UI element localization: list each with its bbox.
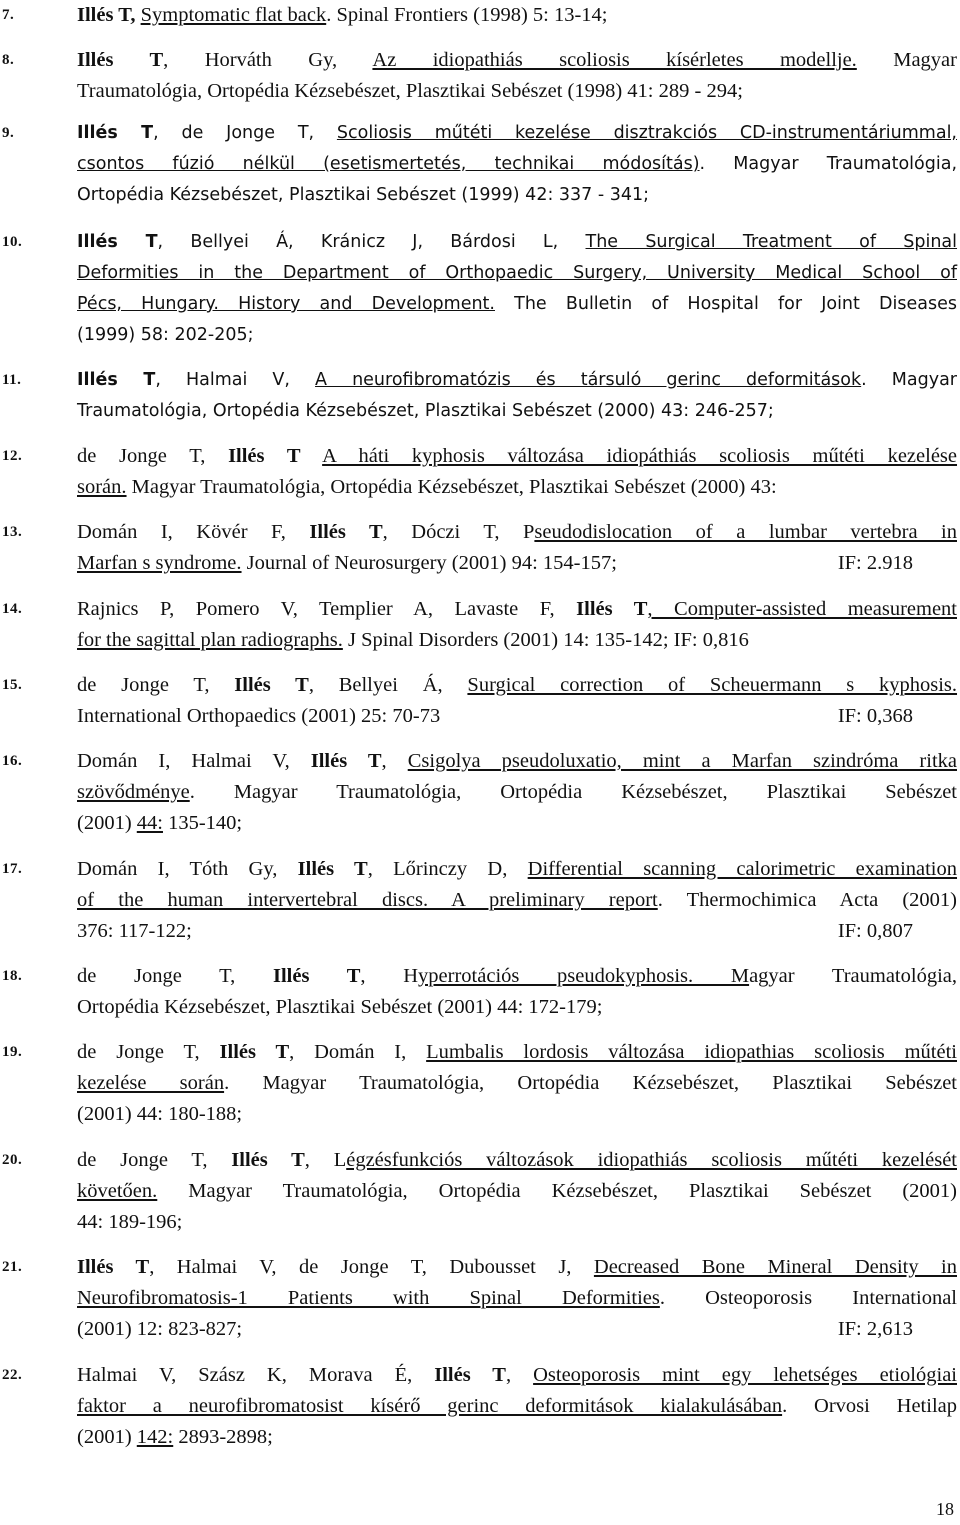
citation: Ortopédia Kézsebészet, Plasztikai Sebészet (1999) 42: 337 - 341; xyxy=(77,185,650,205)
entry-text xyxy=(77,45,957,107)
article-title-cont: csontos fúzió nélkül (esetismertetés, technikai módosítás) xyxy=(77,154,700,174)
reference-entry-12 xyxy=(0,441,960,503)
author-bold: Illés T xyxy=(77,123,154,143)
author-bold: Illés T xyxy=(272,965,361,987)
citation: 376: 117-122; xyxy=(77,920,192,942)
entry-text xyxy=(77,746,957,839)
journal: . Magyar Traumatológia, Ortopédia Kézsebészet, Plasztikai Sebészet xyxy=(189,781,957,803)
article-title-cont: Pécs, Hungary. History and Development. xyxy=(77,294,495,314)
authors: , Dóczi T, P xyxy=(382,521,535,543)
authors: , Domán I, xyxy=(289,1041,427,1063)
entry-number: 10. xyxy=(2,234,23,250)
article-title: Surgical correction of Scheuermann s kyphosis. xyxy=(467,674,958,696)
entry-text xyxy=(77,1252,957,1345)
article-title: The Surgical Treatment of Spinal xyxy=(585,232,958,252)
article-title: Osteoporosis mint egy lehetséges etiológiai xyxy=(533,1364,957,1386)
journal: agyar Traumatológia, xyxy=(749,965,957,987)
entry-number: 20. xyxy=(2,1152,23,1168)
author-bold: Illés T xyxy=(297,858,368,880)
journal: Magyar xyxy=(856,49,957,71)
year: (2001) xyxy=(77,1426,137,1448)
entry-text xyxy=(77,0,957,31)
entry-text xyxy=(77,594,957,656)
authors: , Horváth Gy, xyxy=(163,49,373,71)
entry-text xyxy=(77,1360,957,1453)
impact-factor: IF: 2,613 xyxy=(837,1318,913,1340)
journal: . Orvosi Hetilap xyxy=(782,1395,957,1417)
authors: Domán I, Kövér F, xyxy=(77,521,310,543)
volume: 142: xyxy=(136,1426,174,1448)
entry-number: 15. xyxy=(2,677,23,693)
journal: . Magyar xyxy=(861,370,957,390)
pages: 135-140; xyxy=(162,812,243,834)
authors: de Jonge T, xyxy=(77,445,229,467)
entry-number: 13. xyxy=(2,524,23,540)
article-title: Decreased Bone Mineral Density in xyxy=(593,1256,957,1278)
article-title: seudodislocation of a lumbar vertebra in xyxy=(534,521,957,543)
impact-factor: IF: 2.918 xyxy=(837,552,913,574)
authors: Rajnics P, Pomero V, Templier A, Lavaste F, xyxy=(77,598,577,620)
pages: 2893-2898; xyxy=(173,1426,273,1448)
impact-factor: IF: 0,368 xyxy=(837,705,913,727)
author-bold: Illés T xyxy=(576,598,648,620)
author-bold: Illés T xyxy=(77,1256,150,1278)
article-title: yperrotációs pseudokyphosis. M xyxy=(418,965,750,987)
authors: , Bellyei Á, Kránicz J, Bárdosi L, xyxy=(157,232,586,252)
entry-number: 14. xyxy=(2,601,23,617)
authors: Domán I, Tóth Gy, xyxy=(77,858,298,880)
authors: , de Jonge T, xyxy=(153,123,337,143)
citation: Journal of Neurosurgery (2001) 94: 154-157; xyxy=(241,552,617,574)
citation: Traumatológia, Ortopédia Kézsebészet, Plasztikai Sebészet (1998) 41: 289 - 294; xyxy=(77,80,743,102)
spacer xyxy=(301,445,323,467)
article-title: Lumbalis lordosis változása idiopathias scoliosis műtéti xyxy=(426,1041,957,1063)
article-title-cont: for the sagittal plan radiographs. xyxy=(77,629,343,651)
author-bold: Illés T xyxy=(77,232,158,252)
reference-entry-22 xyxy=(0,1360,960,1453)
article-title: égzésfunkciós változások idiopathiás scoliosis műtéti kezelését xyxy=(346,1149,957,1171)
reference-entry-19 xyxy=(0,1037,960,1130)
authors: de Jonge T, xyxy=(77,1149,232,1171)
reference-entry-8 xyxy=(0,45,960,107)
article-title-cont: faktor a neurofibromatosist kísérő gerinc deformitások kialakulásában xyxy=(77,1395,783,1417)
article-title-cont: Neurofibromatosis-1 Patients with Spinal Deformities xyxy=(77,1287,660,1309)
article-title: Az idiopathiás scoliosis kísérletes modellje. xyxy=(372,49,857,71)
entry-text xyxy=(77,1145,957,1238)
authors: de Jonge T, xyxy=(77,1041,220,1063)
separator: , xyxy=(381,750,408,772)
citation: Ortopédia Kézsebészet, Plasztikai Sebészet (2001) 44: 172-179; xyxy=(77,996,603,1018)
entry-number: 8. xyxy=(2,52,15,68)
authors: , Halmai V, de Jonge T, Dubousset J, xyxy=(149,1256,594,1278)
citation: International Orthopaedics (2001) 25: 70-73 xyxy=(77,705,441,727)
separator: , L xyxy=(304,1149,347,1171)
reference-entry-20 xyxy=(0,1145,960,1238)
entry-text xyxy=(77,961,957,1023)
reference-entry-17 xyxy=(0,854,960,947)
entry-number: 9. xyxy=(2,125,15,141)
author-bold: Illés T xyxy=(228,445,301,467)
entry-text xyxy=(77,118,957,211)
author-bold: Illés T xyxy=(309,521,383,543)
entry-text xyxy=(77,365,957,427)
author-bold: Illés T xyxy=(231,1149,305,1171)
reference-entry-21 xyxy=(0,1252,960,1345)
article-title-cont: követően. xyxy=(77,1180,158,1202)
journal: . Magyar Traumatológia, Ortopédia Kézsebészet, Plasztikai Sebészet xyxy=(224,1072,957,1094)
entry-text xyxy=(77,1037,957,1130)
entry-number: 18. xyxy=(2,968,23,984)
entry-number: 16. xyxy=(2,753,23,769)
author-bold: Illés T xyxy=(77,49,164,71)
entry-text xyxy=(77,854,957,947)
entry-number: 12. xyxy=(2,448,23,464)
article-title-cont: kezelése során xyxy=(77,1072,225,1094)
reference-entry-10 xyxy=(0,227,960,351)
entry-number: 21. xyxy=(2,1259,23,1275)
author-bold: Illés T xyxy=(219,1041,290,1063)
article-title: Csigolya pseudoluxatio, mint a Marfan szindróma ritka xyxy=(407,750,957,772)
reference-entry-18 xyxy=(0,961,960,1023)
year: (2001) xyxy=(77,812,137,834)
citation: Magyar Traumatológia, Ortopédia Kézsebészet, Plasztikai Sebészet (2000) 43: xyxy=(126,476,777,498)
article-title: Symptomatic flat back xyxy=(140,4,327,26)
citation: (2001) 12: 823-827; xyxy=(77,1318,243,1340)
journal: . Magyar Traumatológia, xyxy=(699,154,958,174)
entry-number: 22. xyxy=(2,1367,23,1383)
citation: J Spinal Disorders (2001) 14: 135-142; IF: 0,816 xyxy=(342,629,749,651)
reference-entry-15 xyxy=(0,670,960,732)
author-bold: Illés T, xyxy=(77,4,136,26)
reference-entry-13 xyxy=(0,517,960,579)
article-title-cont: of the human intervertebral discs. A preliminary report xyxy=(77,889,658,911)
article-title: Differential scanning calorimetric examination xyxy=(527,858,958,880)
citation: Traumatológia, Ortopédia Kézsebészet, Plasztikai Sebészet (2000) 43: 246-257; xyxy=(77,401,774,421)
authors: , Halmai V, xyxy=(155,370,316,390)
reference-entry-16 xyxy=(0,746,960,839)
entry-number: 17. xyxy=(2,861,23,877)
reference-entry-9 xyxy=(0,118,960,211)
entry-text xyxy=(77,670,957,732)
separator: , H xyxy=(360,965,419,987)
citation: (2001) 44: 180-188; xyxy=(77,1103,243,1125)
journal: . Osteoporosis International xyxy=(659,1287,957,1309)
reference-entry-7 xyxy=(0,0,960,31)
authors: , Bellyei Á, xyxy=(308,674,468,696)
article-title: Scoliosis műtéti kezelése disztrakciós CD-instrumentáriummal, xyxy=(336,123,957,143)
citation: (1999) 58: 202-205; xyxy=(77,325,254,345)
entry-number: 19. xyxy=(2,1044,23,1060)
author-bold: Illés T xyxy=(310,750,382,772)
article-title-cont: Marfan s syndrome. xyxy=(77,552,242,574)
authors: de Jonge T, xyxy=(77,965,273,987)
article-title: , Computer-assisted measurement xyxy=(647,598,957,620)
author-bold: Illés T xyxy=(234,674,309,696)
citation: 44: 189-196; xyxy=(77,1211,183,1233)
authors: , Lőrinczy D, xyxy=(367,858,528,880)
entry-number: 7. xyxy=(2,7,15,23)
journal: The Bulletin of Hospital for Joint Diseases xyxy=(494,294,957,314)
reference-entry-14 xyxy=(0,594,960,656)
entry-text xyxy=(77,517,957,579)
authors: Halmai V, Szász K, Morava É, xyxy=(77,1364,435,1386)
journal: . Thermochimica Acta (2001) xyxy=(657,889,957,911)
author-bold: Illés T xyxy=(77,370,156,390)
entry-text xyxy=(77,227,957,351)
authors: Domán I, Halmai V, xyxy=(77,750,311,772)
article-title-cont: során. xyxy=(77,476,127,498)
article-title: A neurofibromatózis és társuló gerinc deformitások xyxy=(315,370,862,390)
article-title: A háti kyphosis változása idiopáthiás scoliosis műtéti kezelése xyxy=(322,445,958,467)
journal: Magyar Traumatológia, Ortopédia Kézsebészet, Plasztikai Sebészet (2001) xyxy=(157,1180,957,1202)
entry-number: 11. xyxy=(2,372,22,388)
impact-factor: IF: 0,807 xyxy=(837,920,913,942)
entry-text xyxy=(77,441,957,503)
volume: 44: xyxy=(136,812,163,834)
reference-entry-11 xyxy=(0,365,960,427)
authors: de Jonge T, xyxy=(77,674,235,696)
separator: , xyxy=(505,1364,534,1386)
article-title-cont: szövődménye xyxy=(77,781,190,803)
article-title-cont: Deformities in the Department of Orthopaedic Surgery, University Medical School of xyxy=(77,263,957,283)
citation: . Spinal Frontiers (1998) 5: 13-14; xyxy=(326,4,608,26)
author-bold: Illés T xyxy=(434,1364,506,1386)
page-number: 18 xyxy=(936,1499,954,1519)
